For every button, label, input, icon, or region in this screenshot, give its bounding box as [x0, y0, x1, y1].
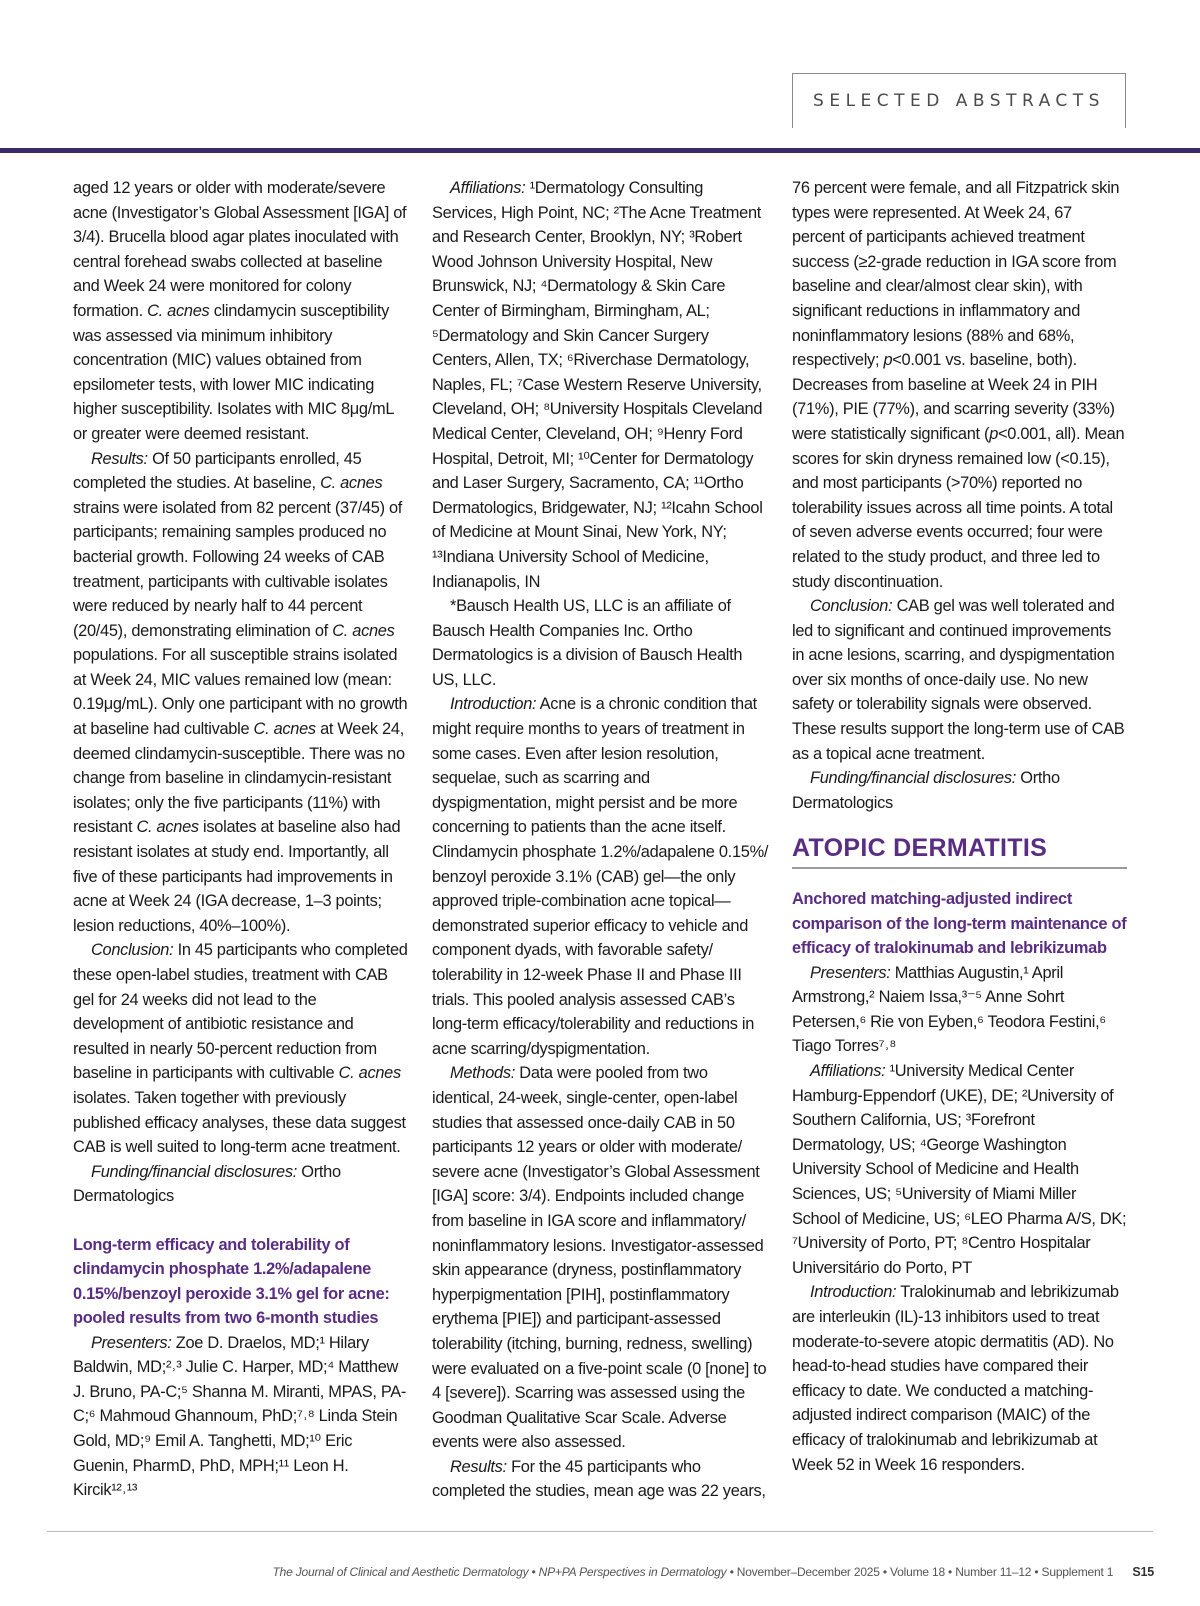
col2-paragraph-note: *Bausch Health US, LLC is an affiliate of Bausch Health Companies Inc. Ortho Dermatologics is a division of Bausch Health US, LLC. — [432, 597, 743, 689]
col3-paragraph-results-cont: 76 percent were female, and all Fitzpatrick skin types were represented. At Week 24, 67 percent of participants achieved treatment success (≥2-grade reduction in IGA score from baseline and clear/almost clear skin), with significant reductions in inflammatory and noninflammatory lesions (88% and 68%, respectively; p<0.001 vs. baseline, both). Decreases from baseline at Week 24 in PIH (71%), PIE (77%), and scarring severity (33%) were statistically significant (p<0.001, all). Mean scores for skin dryness remained low (<0.15), and most participants (>70%) reported no tolerability issues across all time points. A total of seven adverse events occurred; four were related to the study product, and three led to study discontinuation. — [792, 179, 1125, 591]
col1-paragraph-funding: Funding/financial disclosures: Ortho Dermatologics — [73, 1162, 341, 1206]
col2-paragraph-introduction: Introduction: Acne is a chronic condition that might require months to years of treatment in some cases. Even after lesion resolution, sequelae, such as scarring and dyspigmentation, might persist and be more concerning to patients than the acne itself. Clindamycin phosphate 1.2%/adapalene 0.15%/ benzoyl peroxide 3.1% (CAB) gel—the only approved triple-combination acne topical—demonstrated superior efficacy to vehicle and component dyads, with favorable safety/ tolerability in 12-week Phase II and Phase III trials. This pooled analysis assessed CAB’s long-term efficacy/tolerability and reductions in acne scarring/dyspigmentation. — [432, 695, 769, 1058]
col3-paragraph-funding: Funding/financial disclosures: Ortho Dermatologics — [792, 769, 1060, 812]
column-1 — [73, 176, 409, 1503]
col3-paragraph-introduction: Introduction: Tralokinumab and lebrikizumab are interleukin (IL)-13 inhibitors used to treat moderate-to-severe atopic dermatitis (AD). No head-to-head studies have compared their efficacy to date. We conducted a matching-adjusted indirect comparison (MAIC) of the efficacy of tralokinumab and lebrikizumab at Week 52 in Week 16 responders. — [792, 1283, 1119, 1474]
footer-issue: November–December 2025 • Volume 18 • Number 11–12 • Supplement 1 — [736, 1565, 1114, 1579]
col1-paragraph-presenters: Presenters: Zoe D. Draelos, MD;¹ Hilary Baldwin, MD;²˒³ Julie C. Harper, MD;⁴ Matthew J. Bruno, PA-C;⁵ Shanna M. Miranti, MPAS, PA-C;⁶ Mahmoud Ghannoum, PhD;⁷˒⁸ Linda Stein Gold, MD;⁹ Emil A. Tanghetti, MD;¹⁰ Eric Guenin, PharmD, PhD, MPH;¹¹ Leon H. Kircik¹²˒¹³ — [73, 1333, 407, 1500]
column-2 — [432, 176, 772, 1504]
footer-rule — [47, 1531, 1153, 1532]
col1-paragraph-results: Results: Of 50 participants enrolled, 45 completed the studies. At baseline, C. acnes strains were isolated from 82 percent (37/45) of participants; remaining samples produced no bacterial growth. Following 24 weeks of CAB treatment, participants with cultivable isolates were reduced by nearly half to 44 percent (20/45), demonstrating elimination of C. acnes populations. For all susceptible strains isolated at Week 24, MIC values remained low (mean: 0.19μg/mL). Only one participant with no growth at baseline had cultivable C. acnes at Week 24, deemed clindamycin-susceptible. There was no change from baseline in clindamycin-resistant isolates; only the five participants (11%) with resistant C. acnes isolates at baseline also had resistant isolates at study end. Importantly, all five of these participants had improvements in acne at Week 24 (IGA decrease, 1–3 points; lesion reductions, 40%–100%). — [73, 449, 408, 935]
header-rule — [0, 148, 1200, 153]
col1-paragraph-methods: aged 12 years or older with moderate/severe acne (Investigator’s Global Assessment [IGA] of 3/4). Brucella blood agar plates inoculated with central forehead swabs collected at baseline and Week 24 were monitored for colony formation. C. acnes clindamycin susceptibility was assessed via minimum inhibitory concentration (MIC) values obtained from epsilometer tests, with lower MIC indicating higher susceptibility. Isolates with MIC 8μg/mL or greater were deemed resistant. — [73, 179, 407, 443]
col1-paragraph-conclusion: Conclusion: In 45 participants who completed these open-label studies, treatment with CAB gel for 24 weeks did not lead to the development of antibiotic resistance and resulted in nearly 50-percent reduction from baseline in participants with cultivable C. acnes isolates. Taken together with previously published efficacy analyses, these data suggest CAB is well suited to long-term acne treatment. — [73, 941, 408, 1157]
section-header-box — [792, 73, 1126, 128]
col3-paragraph-presenters: Presenters: Matthias Augustin,¹ April Armstrong,² Naiem Issa,³⁻⁵ Anne Sohrt Petersen,⁶ Rie von Eyben,⁶ Teodora Festini,⁶ Tiago Torres⁷˒⁸ — [792, 963, 1106, 1056]
col3-paragraph-conclusion: Conclusion: CAB gel was well tolerated and led to significant and continued improvements in acne lesions, scarring, and dyspigmentation over six months of once-daily use. No new safety or tolerability signals were observed. These results support the long-term use of CAB as a topical acne treatment. — [792, 597, 1125, 763]
page-number: S15 — [1132, 1565, 1154, 1579]
col2-paragraph-methods: Methods: Data were pooled from two identical, 24-week, single-center, open-label studies that assessed once-daily CAB in 50 participants 12 years or older with moderate/ severe acne (Investigator’s Global Assessment [IGA] score: 3/4). Endpoints included change from baseline in IGA score and inflammatory/ noninflammatory lesions. Investigator-assessed skin appearance (dryness, postinflammatory hyperpigmentation [PIH], postinflammatory erythema [PIE]) and participant-assessed tolerability (itching, burning, redness, swelling) were evaluated on a five-point scale (0 [none] to 4 [severe]). Scarring was assessed using the Goodman Qualitative Scar Scale. Adverse events were also assessed. — [432, 1064, 767, 1452]
page-footer — [230, 1565, 1154, 1579]
col2-paragraph-results: Results: For the 45 participants who completed the studies, mean age was 22 years, — [432, 1457, 766, 1501]
footer-journal: The Journal of Clinical and Aesthetic Dermatology • NP+PA Perspectives in Dermatology • — [272, 1565, 734, 1579]
abstract-title-maic: Anchored matching-adjusted indirect comparison of the long-term maintenance of efficacy of tralokinumab and lebrikizumab — [792, 890, 1127, 958]
col3-paragraph-affiliations: Affiliations: ¹University Medical Center Hamburg-Eppendorf (UKE), DE; ²University of Southern California, US; ³Forefront Dermatology, US; ⁴George Washington University School of Medicine and Health Sciences, US; ⁵University of Miami Miller School of Medicine, US; ⁶LEO Pharma A/S, DK; ⁷University of Porto, PT; ⁸Centro Hospitalar Universitário do Porto, PT — [792, 1062, 1127, 1277]
abstract-title-cab-gel: Long-term efficacy and tolerability of clindamycin phosphate 1.2%/adapalene 0.15%/benzoyl peroxide 3.1% gel for acne: pooled results from two 6-month studies — [73, 1235, 390, 1328]
section-header-label: SELECTED ABSTRACTS — [813, 91, 1105, 111]
column-3 — [792, 176, 1127, 1477]
section-heading-atopic-dermatitis: ATOPIC DERMATITIS — [792, 833, 1127, 869]
col2-paragraph-affiliations: Affiliations: ¹Dermatology Consulting Services, High Point, NC; ²The Acne Treatment and Research Center, Brooklyn, NY; ³Robert Wood Johnson University Hospital, New Brunswick, NJ; ⁴Dermatology & Skin Care Center of Birmingham, Birmingham, AL; ⁵Dermatology and Skin Cancer Surgery Centers, Allen, TX; ⁶Riverchase Dermatology, Naples, FL; ⁷Case Western Reserve University, Cleveland, OH; ⁸University Hospitals Cleveland Medical Center, Cleveland, OH; ⁹Henry Ford Hospital, Detroit, MI; ¹⁰Center for Dermatology and Laser Surgery, Sacramento, CA; ¹¹Ortho Dermatologics, Bridgewater, NJ; ¹²Icahn School of Medicine at Mount Sinai, New York, NY; ¹³Indiana University School of Medicine, Indianapolis, IN — [432, 179, 763, 591]
